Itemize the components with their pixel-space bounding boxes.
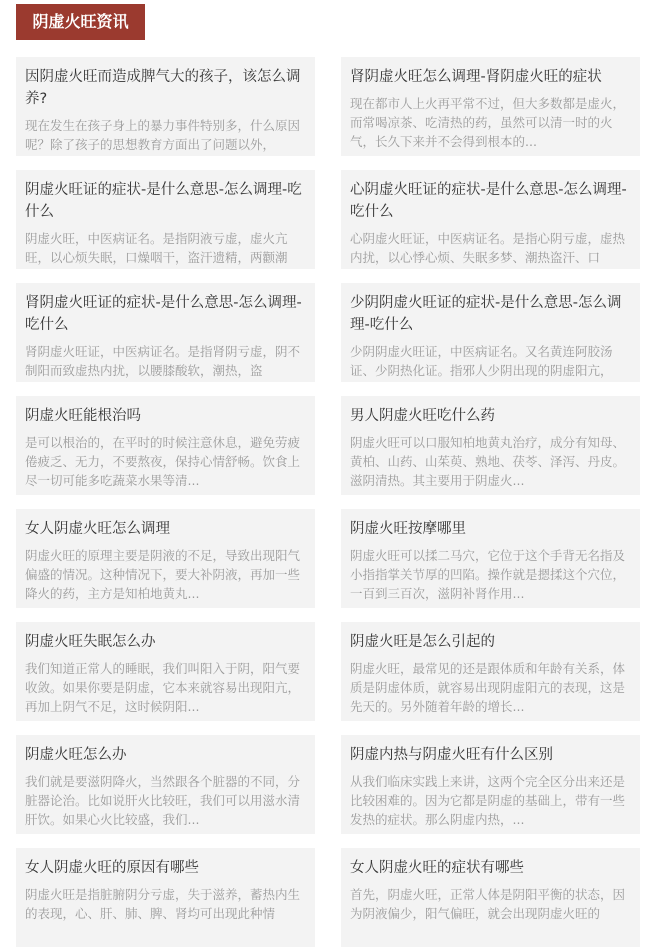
article-card[interactable] [341,848,640,947]
article-title-link[interactable]: 因阴虚火旺而造成脾气大的孩子，该怎么调养? [25,69,301,107]
article-card[interactable] [16,509,315,608]
article-summary: 阴虚火旺是指脏腑阴分亏虚，失于滋养，蓄热内生的表现，心、肝、肺、脾、肾均可出现此种情 [25,887,301,921]
article-summary: 肾阴虚火旺证，中医病证名。是指肾阴亏虚，阴不制阳而致虚热内扰，以腰膝酸软，潮热，盗 [25,344,301,378]
article-title-link[interactable]: 女人阴虚火旺的症状有哪些 [350,860,524,876]
article-summary: 阴虚火旺，最常见的还是跟体质和年龄有关系，体质是阴虚体质，就容易出现阴虚阳亢的表现，这是先天的。另外随着年龄的增长... [350,661,626,714]
article-card[interactable] [16,396,315,495]
article-card[interactable] [16,735,315,834]
article-title-link[interactable]: 阴虚火旺按摩哪里 [350,521,466,537]
article-title-link[interactable]: 肾阴虚火旺怎么调理-肾阴虚火旺的症状 [350,69,602,85]
article-card[interactable] [341,170,640,269]
article-summary: 阴虚火旺，中医病证名。是指阴液亏虚，虚火亢旺，以心烦失眠，口燥咽干，盗汗遗精，两颧潮 [25,231,288,265]
article-card[interactable] [341,622,640,721]
article-summary: 心阴虚火旺证，中医病证名。是指心阴亏虚，虚热内扰，以心悸心烦、失眠多梦、潮热盗汗、口 [350,231,626,265]
article-summary: 阴虚火旺可以揉二马穴，它位于这个手背无名指及小指指掌关节厚的凹陷。操作就是摁揉这个穴位，一百到三百次，滋阴补肾作用... [350,548,626,601]
article-summary: 现在发生在孩子身上的暴力事件特别多，什么原因呢？除了孩子的思想教育方面出了问题以外， [25,118,301,152]
article-title-link[interactable]: 男人阴虚火旺吃什么药 [350,408,495,424]
article-title-link[interactable]: 阴虚火旺失眠怎么办 [25,634,156,650]
article-card[interactable] [341,283,640,382]
article-card[interactable] [341,57,640,156]
article-summary: 阴虚火旺可以口服知柏地黄丸治疗，成分有知母、黄柏、山药、山茱萸、熟地、茯苓、泽泻、丹皮。滋阴清热。其主要用于阴虚火... [350,435,626,488]
article-card[interactable] [16,170,315,269]
article-summary: 我们知道正常人的睡眠，我们叫阳入于阴，阳气要收敛。如果你要是阴虚，它本来就容易出现阳亢，再加上阴气不足，这时候阴阳... [25,661,301,714]
article-title-link[interactable]: 女人阴虚火旺怎么调理 [25,521,170,537]
article-title-link[interactable]: 心阴虚火旺证的症状-是什么意思-怎么调理-吃什么 [350,182,627,220]
article-title-link[interactable]: 少阴阴虚火旺证的症状-是什么意思-怎么调理-吃什么 [350,295,622,333]
article-card[interactable] [341,509,640,608]
article-title-link[interactable]: 阴虚火旺是怎么引起的 [350,634,495,650]
article-card[interactable] [16,622,315,721]
article-title-link[interactable]: 女人阴虚火旺的原因有哪些 [25,860,199,876]
article-title-link[interactable]: 肾阴虚火旺证的症状-是什么意思-怎么调理-吃什么 [25,295,302,333]
article-card[interactable] [341,396,640,495]
article-title-link[interactable]: 阴虚火旺怎么办 [25,747,127,763]
article-card[interactable] [16,283,315,382]
article-summary: 阴虚火旺的原理主要是阴液的不足，导致出现阳气偏盛的情况。这种情况下，要大补阴液，再加一些降火的药，主方是知柏地黄丸... [25,548,301,601]
article-title-link[interactable]: 阴虚内热与阴虚火旺有什么区别 [350,747,553,763]
section-title: 阴虚火旺资讯 [16,4,145,40]
article-summary: 是可以根治的，在平时的时候注意休息，避免劳疲倦疲乏、无力，不要熬夜，保持心情舒畅。饮食上尽一切可能多吃蔬菜水果等清... [25,435,301,488]
article-title-link[interactable]: 阴虚火旺能根治吗 [25,408,141,424]
article-summary: 从我们临床实践上来讲，这两个完全区分出来还是比较困难的。因为它都是阴虚的基础上，带有一些发热的症状。那么阴虚内热，... [350,774,626,827]
article-grid [16,57,640,947]
article-summary: 我们就是要滋阴降火，当然跟各个脏器的不同，分脏器论治。比如说肝火比较旺，我们可以用滋水清肝饮。如果心火比较盛，我们... [25,774,301,827]
article-summary: 少阴阴虚火旺证，中医病证名。又名黄连阿胶汤证、少阴热化证。指邪人少阴出现的阴虚阳亢， [350,344,613,378]
article-summary: 首先，阴虚火旺，正常人体是阴阳平衡的状态，因为阴液偏少，阳气偏旺，就会出现阴虚火旺的 [350,887,626,921]
article-card[interactable] [341,735,640,834]
article-summary: 现在都市人上火再平常不过，但大多数都是虚火，而常喝凉茶、吃清热的药，虽然可以清一时的火气，长久下来并不会得到根本的... [350,96,626,149]
article-card[interactable] [16,57,315,156]
article-title-link[interactable]: 阴虚火旺证的症状-是什么意思-怎么调理-吃什么 [25,182,302,220]
article-card[interactable] [16,848,315,947]
